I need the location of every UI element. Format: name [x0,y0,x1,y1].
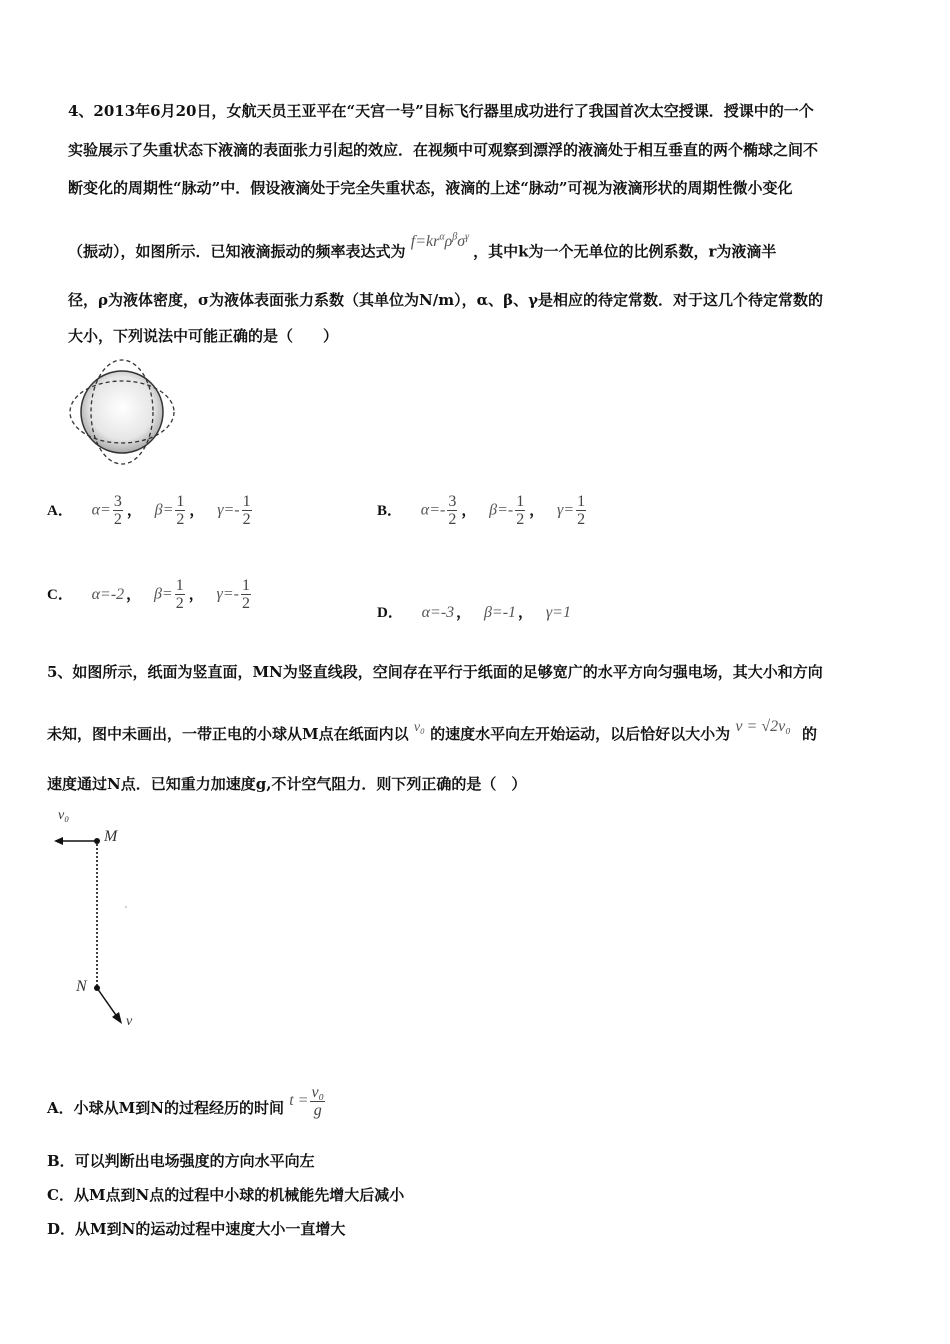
frac: $\frac{1}{2}$ [241,577,250,612]
q5-line-3: 速度通过N点．已知重力加速度g,不计空气阻力．则下列正确的是（ ） [47,775,527,793]
q4-line-4 [68,232,777,262]
n-label: N [76,978,87,995]
q5-line-2: 未知，图中未画出，一带正电的小球从M点在纸面内以 v₀ 的速度水平向左开始运动，以后恰好以大小为 v = √2v₀ 的 [47,718,818,743]
speck-mark [125,906,126,907]
point-m [94,838,100,844]
frac: $\frac{1}{2}$ [242,493,251,528]
frac: $\frac{1}{2}$ [577,493,586,528]
frac: $\frac{1}{2}$ [176,493,185,528]
frac: $\frac{1}{2}$ [516,493,525,528]
v-equation: v = √2v₀ [735,718,791,735]
q4-option-a[interactable]: A． α= $\frac{3}{2}$ ， β= $\frac{1}{2}$ ， γ=- $\frac{1}{2}$ [47,493,251,528]
mn-figure [50,806,160,1036]
q4-option-c[interactable]: C． α=-2 ， β= $\frac{1}{2}$ ， γ=- $\frac{1}{2}$ [47,577,250,612]
droplet-figure [66,356,178,466]
q4-line-3: 断变化的周期性“脉动”中．假设液滴处于完全失重状态，液滴的上述“脉动”可视为液滴形状的周期性微小变化 [68,179,793,197]
frac: $\frac{\text{v₀}}{g}$ [311,1084,325,1119]
q4-line-4-text: （振动），如图所示．已知液滴振动的频率表达式为 [68,242,406,261]
q4-option-b[interactable]: B． α=- $\frac{3}{2}$ ， β=- $\frac{1}{2}$ ， γ= $\frac{1}{2}$ [377,493,586,528]
v-arrow-line [97,988,118,1018]
v0-label: v₀ [58,808,70,823]
q4-line-2: 实验展示了失重状态下液滴的表面张力引起的效应．在视频中可观察到漂浮的液滴处于相互垂直的两个椭球之间不 [68,141,819,159]
q4-line-6: 大小，下列说法中可能正确的是（ ） [68,327,339,345]
q5-option-a[interactable]: A．小球从M到N的过程经历的时间 t = $\frac{\text{v₀}}{g}$ [47,1092,327,1127]
frequency-formula: $f=kr^\alpha\rho^\beta\sigma^\gamma$ [410,232,470,251]
time-formula: t = $\frac{\text{v₀}}{g}$ [289,1084,325,1119]
q5-option-c[interactable]: C．从M点到N点的过程中小球的机械能先增大后减小 [47,1186,405,1204]
v0-symbol: v₀ [413,720,425,735]
frac: $\frac{3}{2}$ [448,493,457,528]
q5-option-d[interactable]: D．从M到N的运动过程中速度大小一直增大 [47,1220,346,1238]
v-label: v [126,1014,133,1029]
frac: $\frac{3}{2}$ [113,493,122,528]
q4-line-4-text-b: ，其中k为一个无单位的比例系数，r为液滴半 [473,242,777,261]
m-label: M [104,828,118,845]
q5-line-1: 5、如图所示，纸面为竖直面，MN为竖直线段，空间存在平行于纸面的足够宽广的水平方向匀强电场，其大小和方向 [47,663,823,681]
droplet-sphere [81,371,163,453]
v0-arrowhead [54,837,63,845]
q4-line-1: 4、2013年6月20日，女航天员王亚平在“天宫一号”目标飞行器里成功进行了我国首次太空授课．授课中的一个 [68,102,814,120]
q4-option-d[interactable]: D． α=-3 ， β=-1 ， γ=1 [377,603,571,621]
q4-line-5: 径，ρ为液体密度，σ为液体表面张力系数（其单位为N/m），α、β、γ是相应的待定常数．对于这几个待定常数的 [68,291,824,309]
frac: $\frac{1}{2}$ [175,577,184,612]
v-arrowhead [112,1012,122,1024]
q5-option-b[interactable]: B．可以判断出电场强度的方向水平向左 [47,1152,315,1170]
